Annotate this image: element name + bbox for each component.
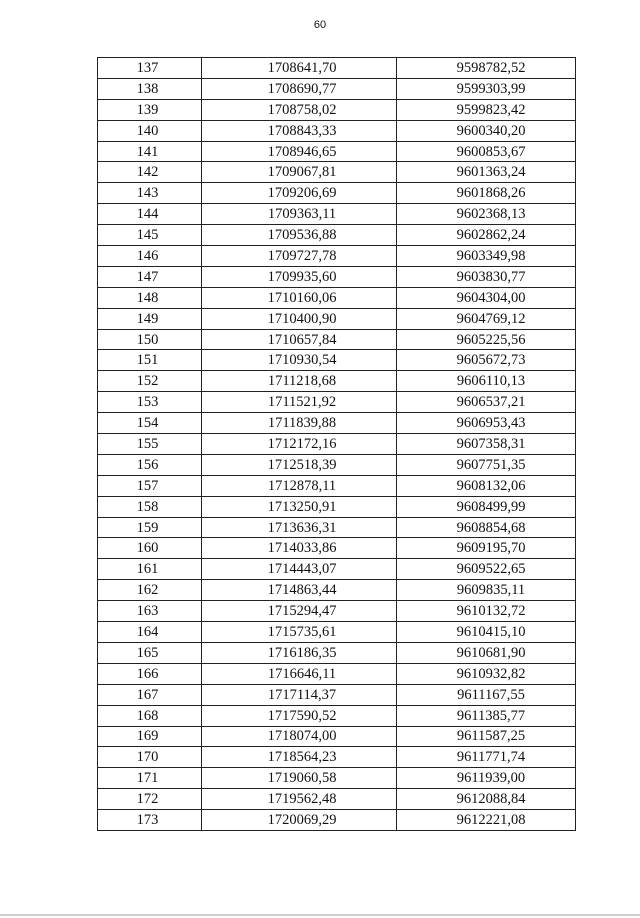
table-row [98, 99, 576, 120]
y-coordinate-cell: 9603349,98 [397, 246, 576, 267]
table-row [98, 705, 576, 726]
point-number-cell: 137 [98, 58, 202, 79]
table-row [98, 120, 576, 141]
point-number-cell: 150 [98, 329, 202, 350]
x-coordinate-cell: 1712518,39 [202, 454, 397, 475]
table-row [98, 371, 576, 392]
point-number-cell: 140 [98, 120, 202, 141]
point-number-cell: 151 [98, 350, 202, 371]
point-number-cell: 159 [98, 517, 202, 538]
table-row [98, 434, 576, 455]
y-coordinate-cell: 9610932,82 [397, 663, 576, 684]
table-row [98, 287, 576, 308]
point-number-cell: 145 [98, 225, 202, 246]
point-number-cell: 158 [98, 496, 202, 517]
x-coordinate-cell: 1714863,44 [202, 580, 397, 601]
x-coordinate-cell: 1718074,00 [202, 726, 397, 747]
x-coordinate-cell: 1708690,77 [202, 78, 397, 99]
x-coordinate-cell: 1708758,02 [202, 99, 397, 120]
y-coordinate-cell: 9611939,00 [397, 768, 576, 789]
point-number-cell: 163 [98, 601, 202, 622]
x-coordinate-cell: 1709935,60 [202, 266, 397, 287]
table-row [98, 642, 576, 663]
point-number-cell: 146 [98, 246, 202, 267]
point-number-cell: 144 [98, 204, 202, 225]
x-coordinate-cell: 1709727,78 [202, 246, 397, 267]
point-number-cell: 167 [98, 684, 202, 705]
y-coordinate-cell: 9607358,31 [397, 434, 576, 455]
point-number-cell: 149 [98, 308, 202, 329]
y-coordinate-cell: 9610415,10 [397, 622, 576, 643]
table-row [98, 684, 576, 705]
x-coordinate-cell: 1712878,11 [202, 475, 397, 496]
y-coordinate-cell: 9605225,56 [397, 329, 576, 350]
table-row [98, 350, 576, 371]
x-coordinate-cell: 1717590,52 [202, 705, 397, 726]
table-row [98, 601, 576, 622]
y-coordinate-cell: 9609835,11 [397, 580, 576, 601]
x-coordinate-cell: 1708843,33 [202, 120, 397, 141]
x-coordinate-cell: 1710400,90 [202, 308, 397, 329]
point-number-cell: 147 [98, 266, 202, 287]
table-row [98, 162, 576, 183]
table-row [98, 58, 576, 79]
table-row [98, 538, 576, 559]
y-coordinate-cell: 9599823,42 [397, 99, 576, 120]
y-coordinate-cell: 9606953,43 [397, 413, 576, 434]
y-coordinate-cell: 9610132,72 [397, 601, 576, 622]
x-coordinate-cell: 1712172,16 [202, 434, 397, 455]
table-row [98, 559, 576, 580]
x-coordinate-cell: 1719060,58 [202, 768, 397, 789]
table-row [98, 517, 576, 538]
point-number-cell: 168 [98, 705, 202, 726]
table-row [98, 580, 576, 601]
x-coordinate-cell: 1714033,86 [202, 538, 397, 559]
y-coordinate-cell: 9612221,08 [397, 810, 576, 831]
point-number-cell: 171 [98, 768, 202, 789]
y-coordinate-cell: 9611167,55 [397, 684, 576, 705]
x-coordinate-cell: 1709363,11 [202, 204, 397, 225]
x-coordinate-cell: 1708946,65 [202, 141, 397, 162]
y-coordinate-cell: 9605672,73 [397, 350, 576, 371]
point-number-cell: 164 [98, 622, 202, 643]
x-coordinate-cell: 1711521,92 [202, 392, 397, 413]
y-coordinate-cell: 9604304,00 [397, 287, 576, 308]
x-coordinate-cell: 1710160,06 [202, 287, 397, 308]
y-coordinate-cell: 9609522,65 [397, 559, 576, 580]
point-number-cell: 157 [98, 475, 202, 496]
y-coordinate-cell: 9602862,24 [397, 225, 576, 246]
point-number-cell: 153 [98, 392, 202, 413]
coordinates-table [97, 57, 576, 831]
x-coordinate-cell: 1716646,11 [202, 663, 397, 684]
point-number-cell: 172 [98, 789, 202, 810]
x-coordinate-cell: 1710657,84 [202, 329, 397, 350]
x-coordinate-cell: 1715735,61 [202, 622, 397, 643]
point-number-cell: 162 [98, 580, 202, 601]
y-coordinate-cell: 9608854,68 [397, 517, 576, 538]
point-number-cell: 152 [98, 371, 202, 392]
table-row [98, 392, 576, 413]
y-coordinate-cell: 9603830,77 [397, 266, 576, 287]
table-row [98, 204, 576, 225]
y-coordinate-cell: 9611771,74 [397, 747, 576, 768]
x-coordinate-cell: 1709067,81 [202, 162, 397, 183]
point-number-cell: 148 [98, 287, 202, 308]
table-row [98, 726, 576, 747]
point-number-cell: 161 [98, 559, 202, 580]
y-coordinate-cell: 9599303,99 [397, 78, 576, 99]
x-coordinate-cell: 1718564,23 [202, 747, 397, 768]
y-coordinate-cell: 9602368,13 [397, 204, 576, 225]
table-row [98, 768, 576, 789]
x-coordinate-cell: 1715294,47 [202, 601, 397, 622]
y-coordinate-cell: 9601363,24 [397, 162, 576, 183]
table-row [98, 266, 576, 287]
x-coordinate-cell: 1713636,31 [202, 517, 397, 538]
table-row [98, 475, 576, 496]
y-coordinate-cell: 9600340,20 [397, 120, 576, 141]
table-row [98, 454, 576, 475]
table-row [98, 141, 576, 162]
y-coordinate-cell: 9609195,70 [397, 538, 576, 559]
page-bottom-edge [0, 914, 640, 916]
x-coordinate-cell: 1713250,91 [202, 496, 397, 517]
point-number-cell: 155 [98, 434, 202, 455]
page-number: 60 [313, 19, 327, 31]
table-row [98, 329, 576, 350]
point-number-cell: 156 [98, 454, 202, 475]
x-coordinate-cell: 1709206,69 [202, 183, 397, 204]
table-row [98, 747, 576, 768]
x-coordinate-cell: 1720069,29 [202, 810, 397, 831]
y-coordinate-cell: 9606537,21 [397, 392, 576, 413]
y-coordinate-cell: 9611385,77 [397, 705, 576, 726]
x-coordinate-cell: 1716186,35 [202, 642, 397, 663]
x-coordinate-cell: 1709536,88 [202, 225, 397, 246]
point-number-cell: 165 [98, 642, 202, 663]
point-number-cell: 141 [98, 141, 202, 162]
point-number-cell: 170 [98, 747, 202, 768]
x-coordinate-cell: 1719562,48 [202, 789, 397, 810]
table-row [98, 663, 576, 684]
y-coordinate-cell: 9600853,67 [397, 141, 576, 162]
table-row [98, 789, 576, 810]
table-row [98, 78, 576, 99]
y-coordinate-cell: 9608132,06 [397, 475, 576, 496]
point-number-cell: 169 [98, 726, 202, 747]
table-row [98, 246, 576, 267]
point-number-cell: 139 [98, 99, 202, 120]
point-number-cell: 142 [98, 162, 202, 183]
x-coordinate-cell: 1717114,37 [202, 684, 397, 705]
table-row [98, 183, 576, 204]
y-coordinate-cell: 9607751,35 [397, 454, 576, 475]
point-number-cell: 166 [98, 663, 202, 684]
table-row [98, 496, 576, 517]
point-number-cell: 138 [98, 78, 202, 99]
y-coordinate-cell: 9610681,90 [397, 642, 576, 663]
y-coordinate-cell: 9598782,52 [397, 58, 576, 79]
table-row [98, 225, 576, 246]
table-row [98, 810, 576, 831]
x-coordinate-cell: 1708641,70 [202, 58, 397, 79]
x-coordinate-cell: 1714443,07 [202, 559, 397, 580]
table-row [98, 622, 576, 643]
x-coordinate-cell: 1711839,88 [202, 413, 397, 434]
y-coordinate-cell: 9611587,25 [397, 726, 576, 747]
y-coordinate-cell: 9612088,84 [397, 789, 576, 810]
y-coordinate-cell: 9608499,99 [397, 496, 576, 517]
table-row [98, 413, 576, 434]
y-coordinate-cell: 9601868,26 [397, 183, 576, 204]
point-number-cell: 143 [98, 183, 202, 204]
y-coordinate-cell: 9604769,12 [397, 308, 576, 329]
x-coordinate-cell: 1711218,68 [202, 371, 397, 392]
x-coordinate-cell: 1710930,54 [202, 350, 397, 371]
coordinates-table-body [98, 58, 576, 831]
y-coordinate-cell: 9606110,13 [397, 371, 576, 392]
point-number-cell: 160 [98, 538, 202, 559]
point-number-cell: 154 [98, 413, 202, 434]
table-row [98, 308, 576, 329]
point-number-cell: 173 [98, 810, 202, 831]
